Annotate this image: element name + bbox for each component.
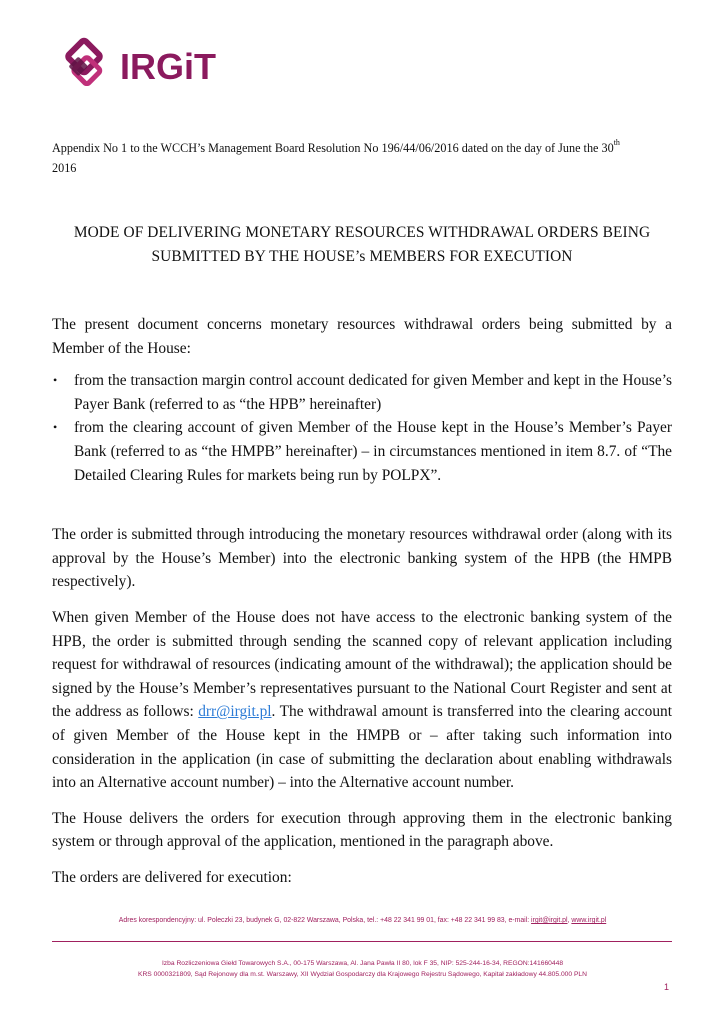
bullet-text: from the clearing account of given Member of the House kept in the House’s Member’s Payer Bank (referred to as “the HMPB” hereinafter) – in circumstances mentioned in item 8.7. of “The Detailed Clearing Rules for markets being run by POLPX”.	[74, 419, 672, 484]
order-paragraph: The order is submitted through introducing the monetary resources withdrawal order (along with its approval by the House’s Member) into the electronic banking system of the HPB (the HMPB respectively).	[52, 526, 672, 591]
footer-divider	[52, 941, 672, 942]
irgit-logo	[54, 34, 244, 96]
bullet-icon: •	[53, 420, 58, 435]
access-paragraph	[52, 606, 672, 795]
footer-address-text: Adres korespondencyjny: ul. Poleczki 23, budynek G, 02-822 Warszawa, Polska, tel.: +48 22 341 99 01, fax: +48 22 341 99 83, e-mail:	[118, 917, 532, 924]
footer-email-link[interactable]: irgit@irgit.pl	[531, 917, 568, 924]
execution-paragraph: The orders are delivered for execution:	[52, 868, 292, 886]
appendix-note	[52, 138, 672, 178]
access-text-b: . The withdrawal amount is transferred into the clearing account of given Member of the House kept in the HMPB or – after taking such information into consideration in the application (in case of submitting the declaration about enabling withdrawals into an Alternative account number) – into the Alternative account number.	[52, 703, 673, 792]
company-line-1: Izba Rozliczeniowa Giełd Towarowych S.A., 00-175 Warszawa, Al. Jana Pawła II 80, lok F 35, NIP: 525-244-16-34, REGON:141660448	[161, 960, 564, 967]
logo-wordmark: IRGiT	[120, 46, 216, 87]
page-number: 1	[664, 982, 670, 992]
access-text-a: When given Member of the House does not have access to the electronic banking system of the HPB, the order is submitted through sending the scanned copy of relevant application including request for withdrawal of resources (indicating amount of the withdrawal); the application should be signed by the House’s Member’s representatives pursuant to the National Court Register and sent at the address as follows:	[52, 608, 672, 721]
bullet-list	[52, 369, 672, 487]
document-title	[52, 221, 672, 269]
email-link[interactable]: drr@irgit.pl	[198, 703, 272, 721]
intro-paragraph: The present document concerns monetary resources withdrawal orders being submitted by a Member of the House:	[52, 316, 672, 357]
bullet-icon: •	[53, 373, 58, 388]
title-line-2: SUBMITTED BY THE HOUSE’s MEMBERS FOR EXECUTION	[151, 248, 573, 265]
footer-company-info	[0, 959, 725, 980]
delivery-paragraph: The House delivers the orders for execution through approving them in the electronic banking system or through approval of the application, mentioned in the paragraph above.	[52, 809, 672, 851]
bullet-text: from the transaction margin control account dedicated for given Member and kept in the House’s Payer Bank (referred to as “the HPB” hereinafter)	[74, 372, 672, 413]
appendix-year: 2016	[52, 161, 77, 175]
company-line-2: KRS 0000321809, Sąd Rejonowy dla m.st. Warszawy, XII Wydział Gospodarczy dla Krajowego Rejestru Sądowego, Kapitał zakładowy 44.805.000 PLN	[138, 970, 587, 978]
appendix-text: Appendix No 1 to the WCCH’s Management Board Resolution No 196/44/06/2016 dated on the day of June the 30	[52, 141, 614, 155]
footer-address	[0, 917, 725, 924]
document-body	[52, 313, 672, 889]
footer-separator: ,	[567, 917, 572, 924]
appendix-sup: th	[613, 138, 620, 147]
list-item	[52, 369, 672, 416]
list-item	[52, 416, 672, 487]
footer-web-link[interactable]: www.irgit.pl	[571, 917, 607, 924]
irgit-logo-mark-icon	[54, 34, 244, 96]
title-line-1: MODE OF DELIVERING MONETARY RESOURCES WITHDRAWAL ORDERS BEING	[73, 224, 651, 241]
